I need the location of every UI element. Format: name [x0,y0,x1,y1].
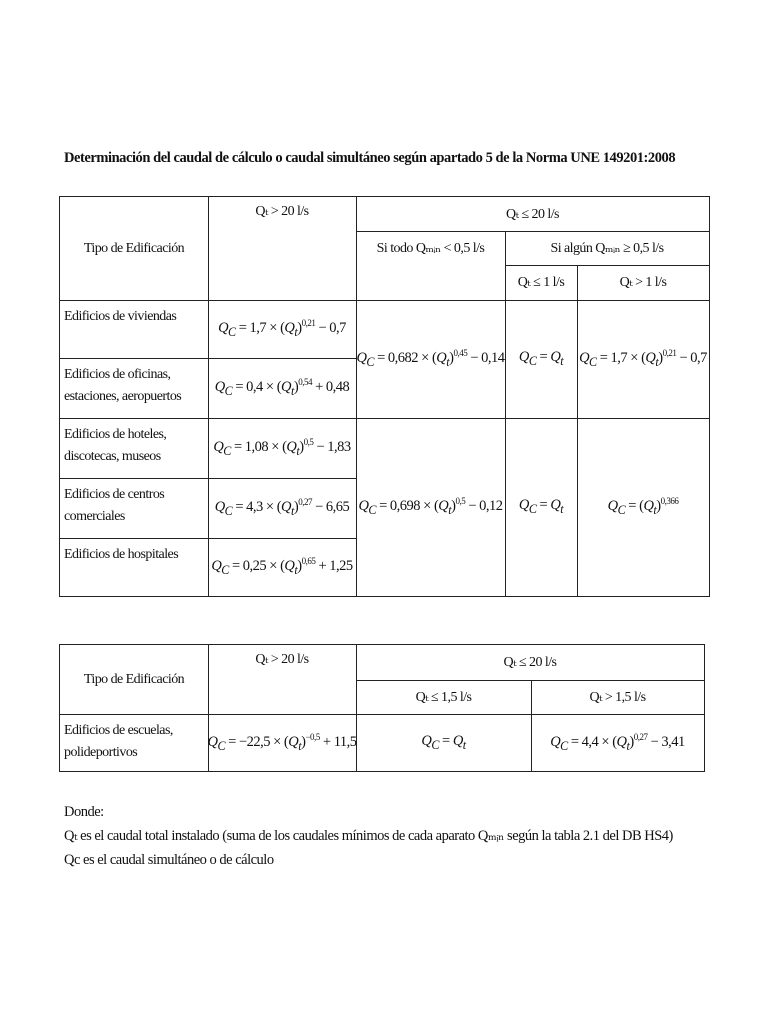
formula-hospitales: $Q_C = 0,25 \times (Q_t)^{0,65} + 1,25$ [211,556,353,577]
formula-hoteles: $Q_C = 1,08 \times (Q_t)^{0,5} - 1,83$ [213,437,351,458]
formula-group1-si-todo: $Q_C = 0,682 \times (Q_t)^{0,45} - 0,14$ [356,348,505,369]
header-qt-gt-20: Qₜ > 20 l/s [255,204,309,219]
t2-row-label-escuelas: Edificios de escuelas, polideportivos [64,723,173,760]
t2-header-qt-gt-20: Qₜ > 20 l/s [255,652,309,667]
row-label-hoteles: Edificios de hoteles, discotecas, museos [64,427,167,464]
formula-group1-gt1: $Q_C = 1,7 \times (Q_t)^{0,21} - 0,7$ [579,348,707,369]
t2-header-qt-le-20: Qₜ ≤ 20 l/s [503,655,557,670]
notes-line-qt: Qₜ es el caudal total instalado (suma de los caudales mínimos de cada aparato Qₘᵢₙ según la tabla 2.1 del DB HS4) [64,828,673,844]
notes [64,800,673,872]
caudal-table-1 [59,196,710,597]
t2-header-tipo-edificacion: Tipo de Edificación [83,671,185,687]
t2-header-qt-gt-1-5: Qₜ > 1,5 l/s [589,689,646,705]
row-label-hospitales: Edificios de hospitales [64,547,179,562]
t2-formula-gt20: $Q_C = -22,5 \times (Q_t)^{-0,5} + 11,5$ [207,731,357,753]
notes-line-qc: Qc es el caudal simultáneo o de cálculo [64,852,274,868]
caudal-table-2 [59,644,705,772]
formula-group2-le1: $Q_C = Q_t$ [518,497,564,516]
t2-formula-gt15: $Q_C = 4,4 \times (Q_t)^{0,27} - 3,41$ [550,731,685,753]
header-tipo-edificacion: Tipo de Edificación [83,240,185,256]
formula-group1-le1: $Q_C = Q_t$ [518,349,564,368]
formula-centros-comerciales: $Q_C = 4,3 \times (Q_t)^{0,27} - 6,65$ [214,497,350,518]
formula-group2-si-todo: $Q_C = 0,698 \times (Q_t)^{0,5} - 0,12$ [358,496,503,517]
t2-formula-le15: $Q_C = Q_t$ [421,732,466,752]
header-qt-gt-1: Qₜ > 1 l/s [619,275,667,290]
row-label-centros-comerciales: Edificios de centros comerciales [64,487,165,524]
page-title: Determinación del caudal de cálculo o caudal simultáneo según apartado 5 de la Norma UNE 149201:2008 [64,150,676,166]
header-qt-le-1: Qₜ ≤ 1 l/s [517,275,565,290]
header-qt-le-20: Qₜ ≤ 20 l/s [506,206,559,222]
t2-header-qt-le-1-5: Qₜ ≤ 1,5 l/s [415,689,472,705]
formula-group2-gt1: $Q_C = (Q_t)^{0,366}$ [607,496,679,517]
notes-heading: Donde: [64,804,104,820]
header-si-algun-qmin: Si algún Qₘᵢₙ ≥ 0,5 l/s [550,240,664,256]
header-si-todo-qmin: Si todo Qₘᵢₙ < 0,5 l/s [376,240,485,256]
row-label-oficinas: Edificios de oficinas, estaciones, aeropuertos [64,367,182,404]
formula-viviendas: $Q_C = 1,7 \times (Q_t)^{0,21} - 0,7$ [218,318,346,339]
row-label-viviendas: Edificios de viviendas [64,309,177,324]
formula-oficinas: $Q_C = 0,4 \times (Q_t)^{0,54} + 0,48$ [214,377,350,398]
